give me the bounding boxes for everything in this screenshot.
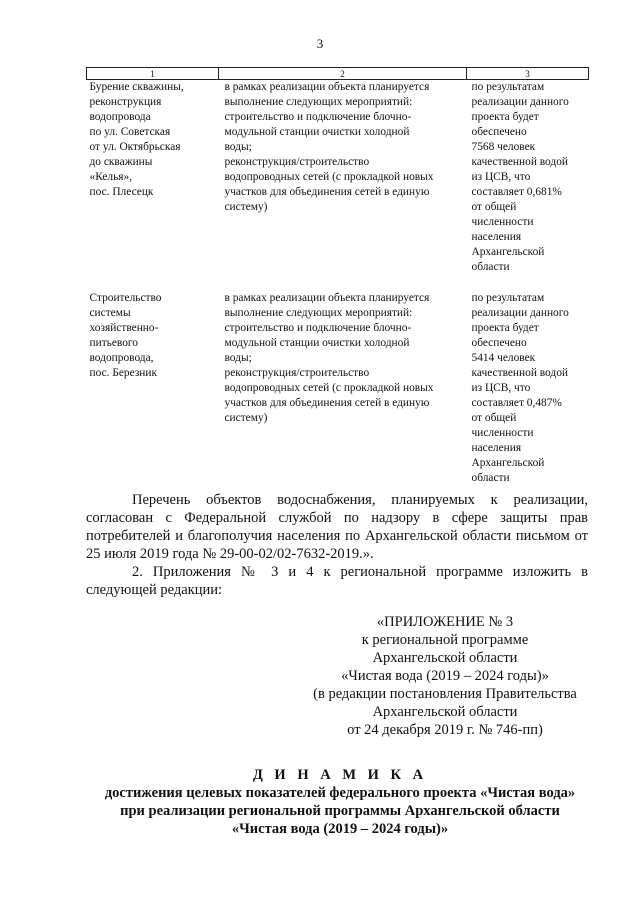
appendix-line: от 24 декабря 2019 г. № 746-пп)	[347, 722, 543, 738]
heading-line: достижения целевых показателей федерального проекта «Чистая вода»	[104, 785, 576, 801]
appendix-line: «ПРИЛОЖЕНИЕ № 3	[376, 614, 514, 630]
section-heading	[60, 766, 620, 838]
column-header: 2	[219, 68, 467, 80]
measures-cell: в рамках реализации объекта планируется выполнение следующих мероприятий: строительство и подключение блочно- модульной станции очистки холодной воды; реконструкция/строительство водопроводных сетей (с прокладкой новых участков для объединения сетей в единую систему)	[224, 81, 434, 213]
column-header: 3	[467, 68, 589, 80]
measures-cell: в рамках реализации объекта планируется выполнение следующих мероприятий: строительство и подключение блочно- модульной станции очистки холодной воды; реконструкция/строительство водопроводных сетей (с прокладкой новых участков для объединения сетей в единую систему)	[224, 292, 434, 424]
result-cell: по результатам реализации данного проекта будет обеспечено 5414 человек качественной водой из ЦСВ, что составляет 0,487% от общей численности населения Архангельской области	[471, 292, 569, 484]
heading-title: Д И Н А М И К А	[252, 767, 428, 783]
table-row	[87, 80, 589, 276]
page-number: 3	[316, 36, 324, 51]
objects-table	[86, 67, 589, 486]
appendix-header	[290, 613, 600, 739]
object-name-cell: Бурение скважины, реконструкция водопровода по ул. Советская от ул. Октябрьская до скважины «Келья», пос. Плесецк	[89, 81, 184, 198]
heading-line: при реализации региональной программы Архангельской области	[120, 803, 560, 819]
table-row	[87, 291, 589, 486]
result-cell: по результатам реализации данного проекта будет обеспечено 7568 человек качественной водой из ЦСВ, что составляет 0,681% от общей численности населения Архангельской области	[471, 81, 569, 273]
paragraph-approval: Перечень объектов водоснабжения, планируемых к реализации, согласован с Федеральной службой по надзору в сфере защиты прав потребителей и благополучия населения по Архангельской области письмом от 25 июля 2019 года № 29-00-02/02-7632-2019.».	[86, 492, 588, 562]
column-header: 1	[87, 68, 219, 80]
appendix-line: «Чистая вода (2019 – 2024 годы)»	[341, 668, 549, 684]
row-spacer	[87, 275, 589, 291]
appendix-line: Архангельской области	[372, 650, 518, 666]
appendix-line: (в редакции постановления Правительства	[313, 686, 577, 702]
table-header-row	[87, 68, 589, 80]
appendix-line: к региональной программе	[361, 632, 529, 648]
paragraph-amendment: 2. Приложения № 3 и 4 к региональной программе изложить в следующей редакции:	[86, 564, 588, 598]
heading-line: «Чистая вода (2019 – 2024 годы)»	[231, 821, 449, 837]
object-name-cell: Строительство системы хозяйственно- питьевого водопровода, пос. Березник	[89, 292, 162, 379]
appendix-line: Архангельской области	[372, 704, 518, 720]
